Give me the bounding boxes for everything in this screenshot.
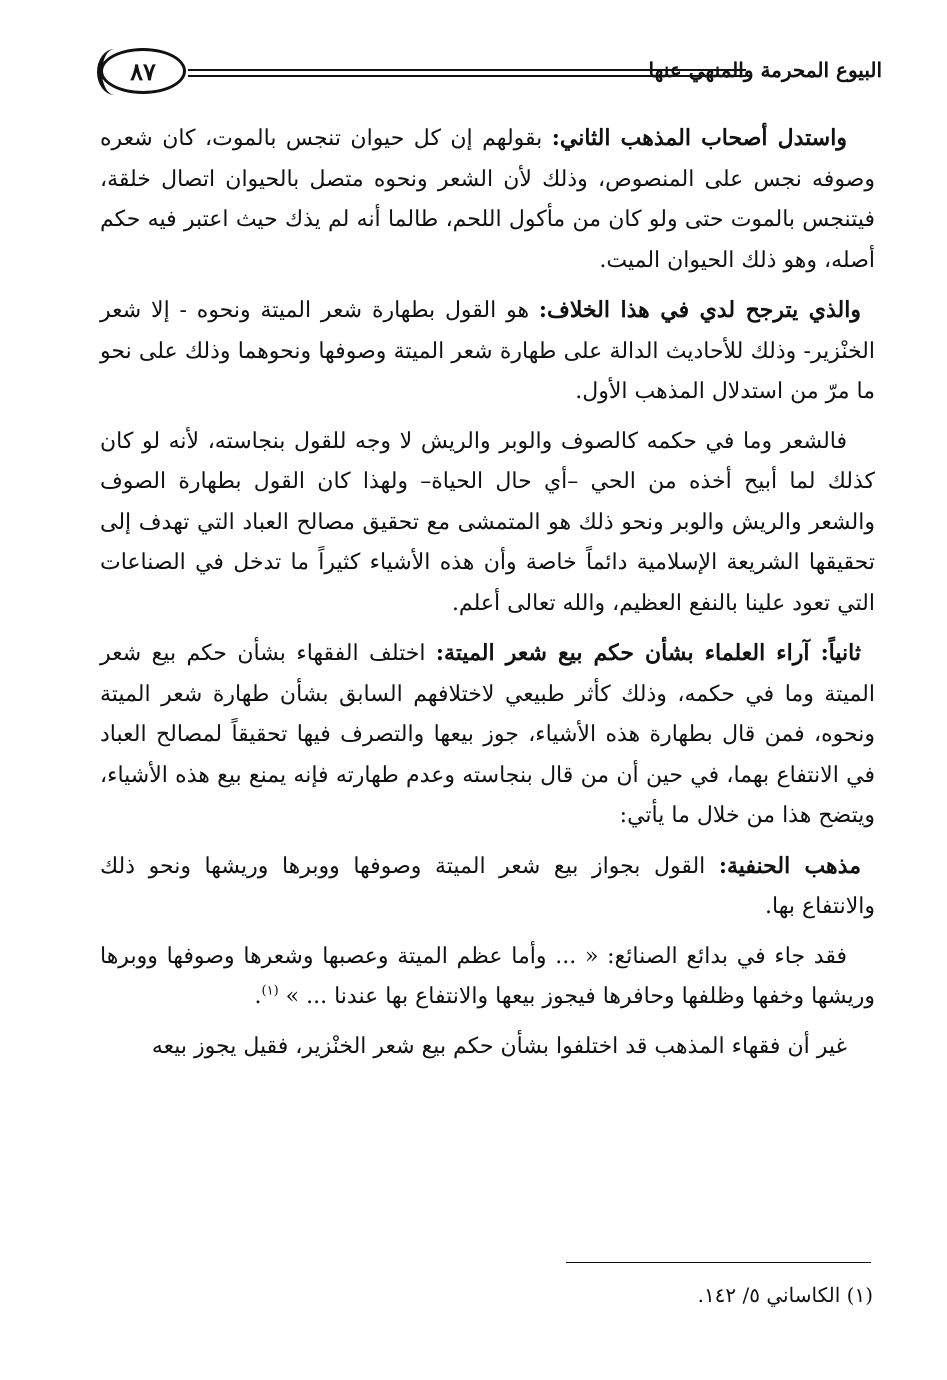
paragraph-text: بقولهم إن كل حيوان تنجس بالموت، كان شعره وصوفه نجس على المنصوص، وذلك لأن الشعر ونحوه متصل بالحيوان اتصال خلقة، فيتنجس بالموت حتى ولو كان من مأكول اللحم، طالما أنه لم يذك حيث اعتبر فيه حكم أصله، وهو ذلك الحيوان الميت. — [100, 126, 875, 273]
paragraph-text: القول بجواز بيع شعر الميتة وصوفها ووبرها وريشها ونحو ذلك والانتفاع بها. — [100, 853, 875, 919]
paragraph-lead: والذي يترجح لدي في هذا الخلاف: — [538, 297, 861, 323]
paragraph: فقد جاء في بدائع الصنائع: « ... وأما عظم الميتة وعصبها وشعرها وصوفها ووبرها وريشها وخفها وظلفها وحافرها فيجوز بيعها والانتفاع بها عندنا ... » $^{(١)}$. — [100, 943, 875, 1009]
paragraph — [100, 846, 875, 928]
body-text — [100, 118, 875, 1076]
paragraph — [100, 422, 875, 625]
paragraph-text: فالشعر وما في حكمه كالصوف والوبر والريش لا وجه للقول بنجاسته، لأنه لو كان كذلك لما أبيح أخذه من الحي –أي حال الحياة– ولهذا كان القول بطهارة الصوف والشعر والريش والوبر ونحو ذلك هو المتمشى مع تحقيق مصالح العباد التي تهدف إلى تحقيقها الشريعة الإسلامية دائماً خاصة وأن هذه الأشياء كثيراً ما تدخل في الصناعات التي تعود علينا بالنفع العظيم، والله تعالى أعلم. — [100, 428, 875, 616]
paragraph-lead: مذهب الحنفية: — [718, 852, 861, 879]
footnote-rule — [566, 1262, 871, 1263]
paragraph-text: غير أن فقهاء المذهب قد اختلفوا بشأن حكم بيع شعر الخنْزير، فقيل يجوز بيعه — [151, 1033, 847, 1059]
paragraph-text: هو القول بطهارة شعر الميتة ونحوه - إلا شعر الخنْزير- وذلك للأحاديث الدالة على طهارة شعر الميتة وصوفها ونحوهما وذلك على نحو ما مرّ من استدلال المذهب الأول. — [100, 298, 875, 404]
page-header — [100, 48, 882, 100]
paragraph — [100, 633, 875, 837]
paragraph — [100, 290, 875, 413]
paragraph — [100, 118, 875, 281]
paragraph-lead: ثانياً: آراء العلماء بشأن حكم بيع شعر الميتة: — [435, 640, 861, 666]
footnote: (١) الكاساني ٥/ ١٤٢. — [697, 1283, 873, 1307]
footnote-marker[interactable]: (١) — [261, 983, 279, 999]
page-number: ٨٧ — [100, 48, 186, 94]
paragraph-text: اختلف الفقهاء بشأن حكم بيع شعر الميتة وما في حكمه، وذلك كأثر طبيعي لاختلافهم السابق بشأن طهارة شعر الميتة ونحوه، فمن قال بطهارة هذه الأشياء، جوز بيعها والتصرف فيها تحقيقاً لمصالح العباد في الانتفاع بهما، في حين أن من قال بنجاسته وعدم طهارته فإنه يمنع بيع هذه الأشياء، ويتضح هذا من خلال ما يأتي: — [100, 641, 875, 828]
running-title: البيوع المحرمة والمنهي عنها — [648, 58, 882, 82]
paragraph-text: فقد جاء في بدائع الصنائع: « ... وأما عظم الميتة وعصبها وشعرها وصوفها ووبرها وريشها وخفها وظلفها وحافرها فيجوز بيعها والانتفاع بها عندنا ... » — [100, 943, 875, 1009]
paragraph-lead: واستدل أصحاب المذهب الثاني: — [551, 125, 847, 151]
paragraph — [100, 1027, 875, 1068]
